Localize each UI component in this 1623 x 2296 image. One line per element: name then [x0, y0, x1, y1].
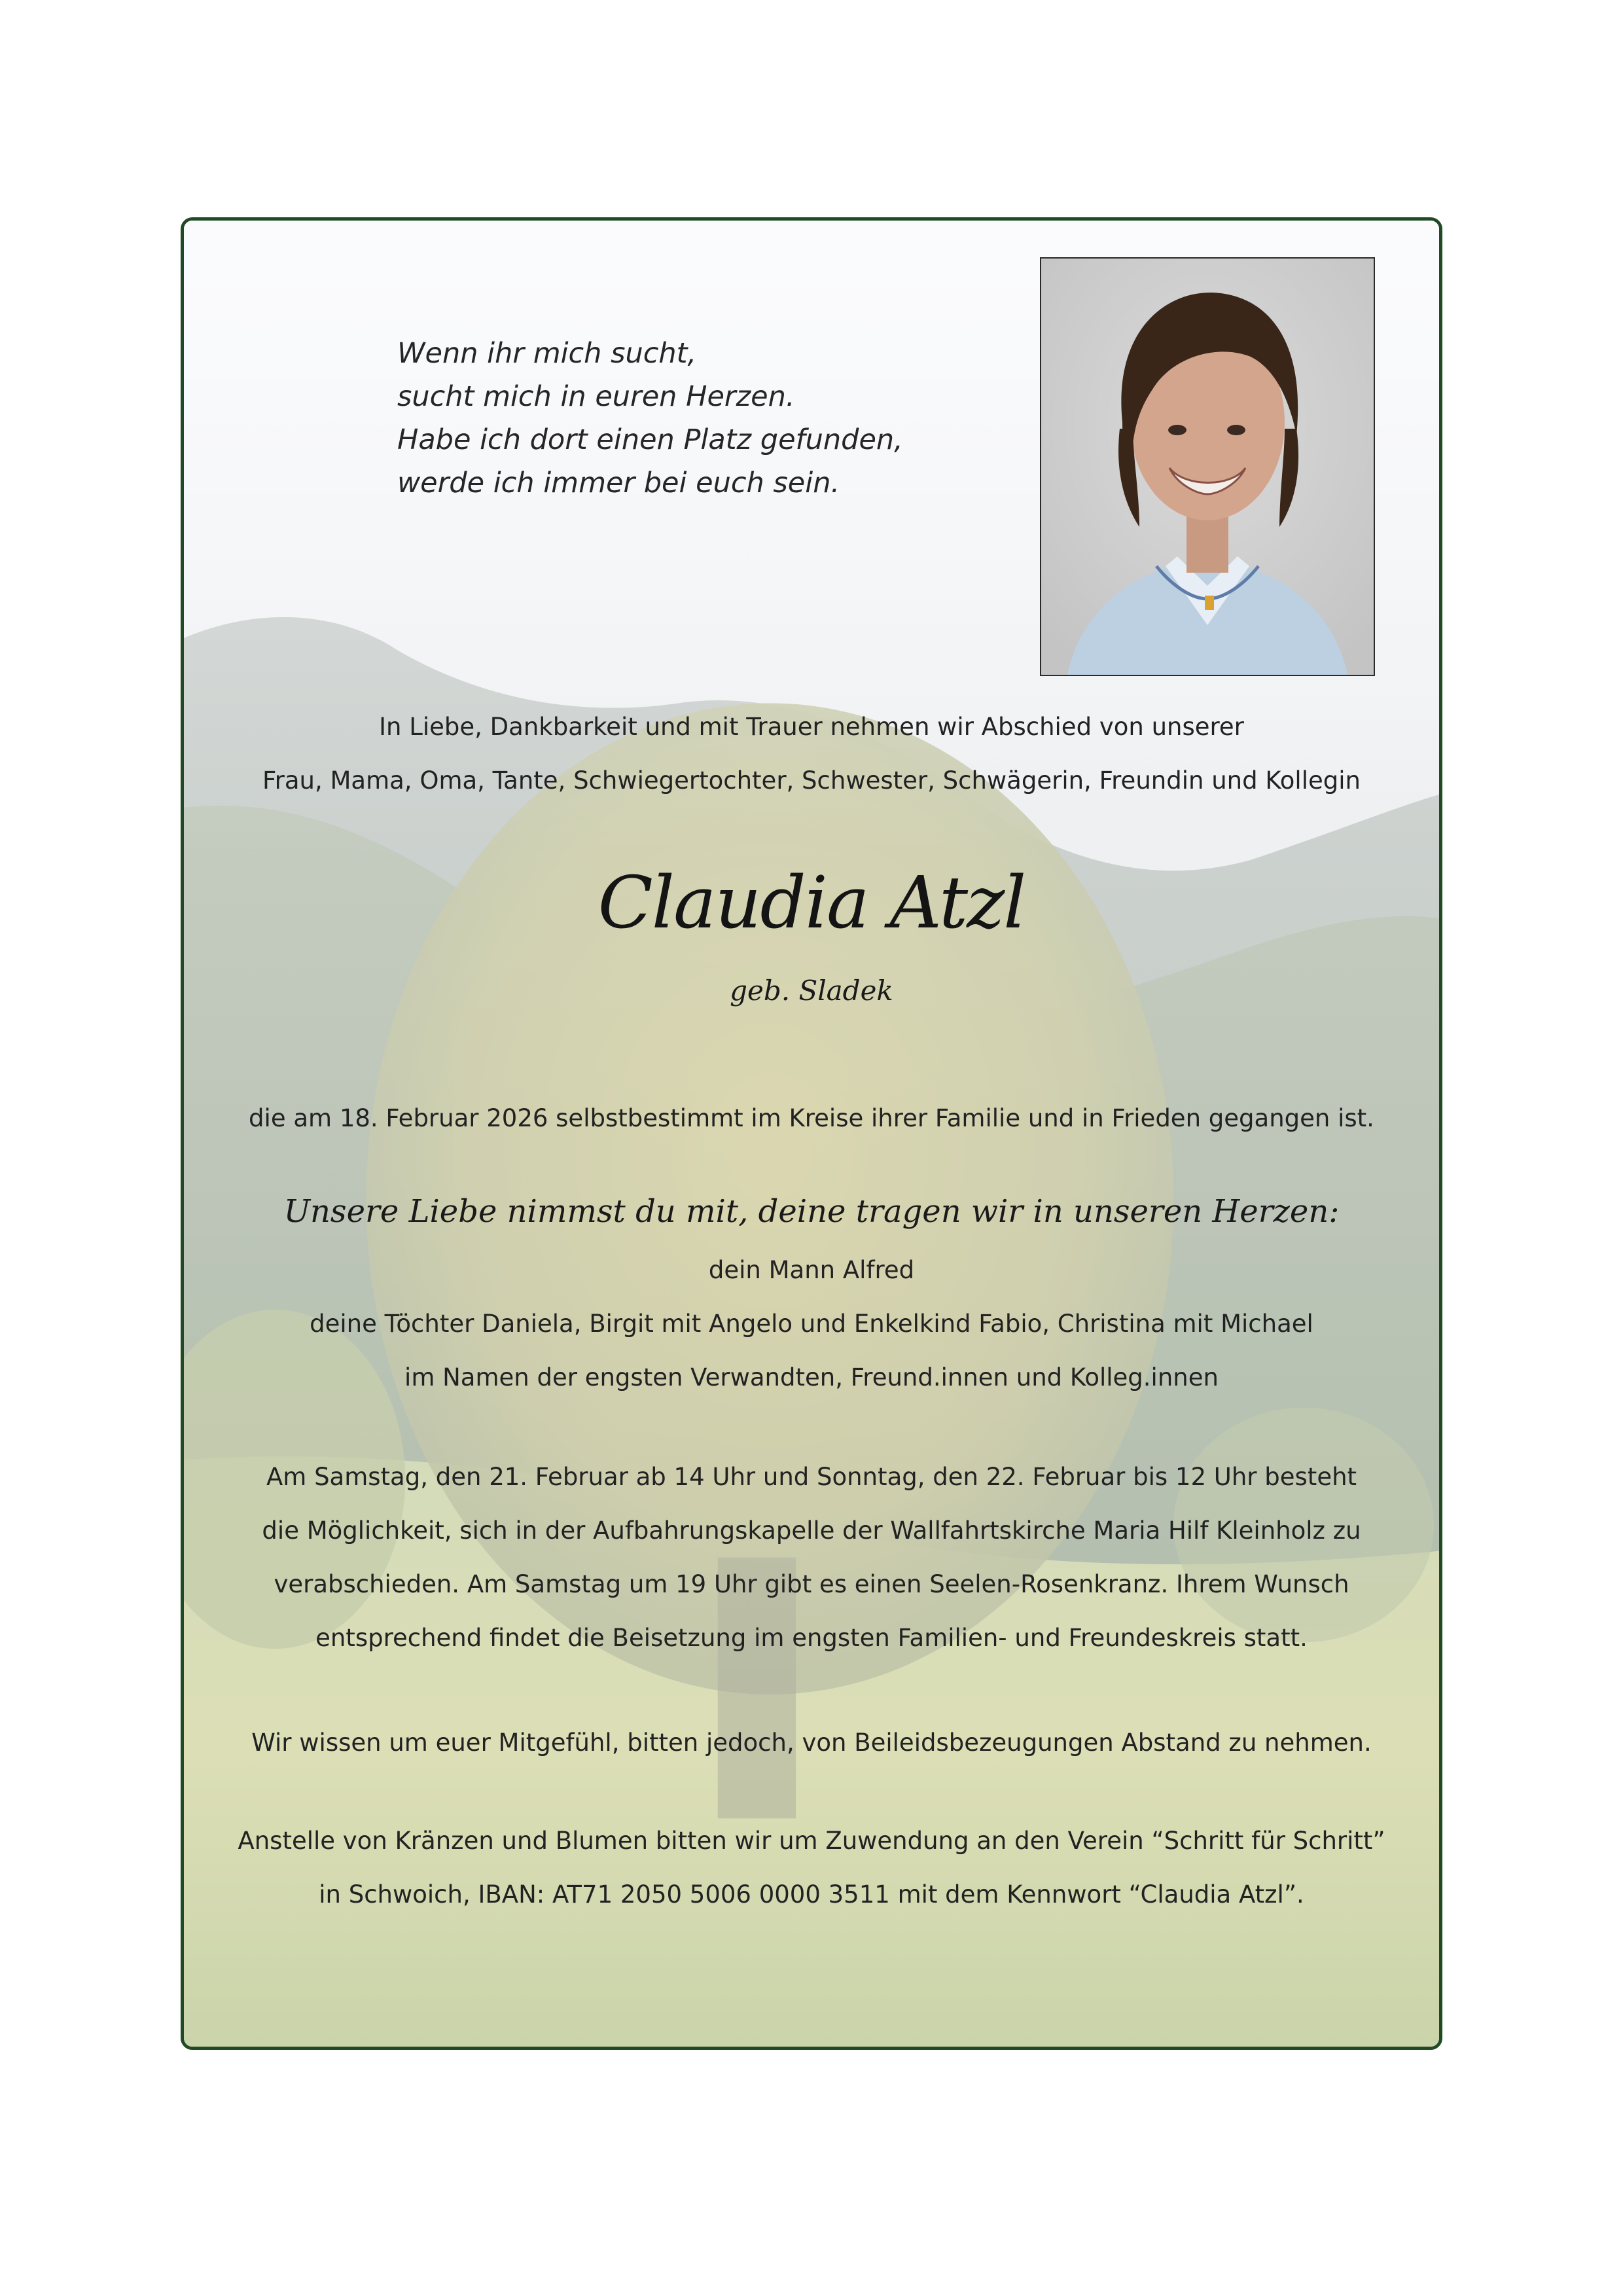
mourner-line: deine Töchter Daniela, Birgit mit Angelo und Enkelkind Fabio, Christina mit Michael — [310, 1310, 1313, 1338]
obituary-card — [181, 217, 1442, 2050]
intro-line: Frau, Mama, Oma, Tante, Schwiegertochter, Schwester, Schwägerin, Freundin und Kollegin — [262, 766, 1361, 795]
birth-name: geb. Sladek — [730, 975, 893, 1007]
intro-line: In Liebe, Dankbarkeit und mit Trauer nehmen wir Abschied von unserer — [379, 713, 1244, 741]
portrait-photo — [1040, 257, 1375, 676]
funeral-info-line: entsprechend findet die Beisetzung im engsten Familien- und Freundeskreis statt. — [315, 1624, 1308, 1652]
mourner-line: dein Mann Alfred — [708, 1256, 915, 1284]
donation-line: Anstelle von Kränzen und Blumen bitten wir um Zuwendung an den Verein “Schritt für Schritt” — [238, 1827, 1385, 1855]
donation-line: in Schwoich, IBAN: AT71 2050 5006 0000 3511 mit dem Kennwort “Claudia Atzl”. — [319, 1880, 1304, 1909]
death-notice: die am 18. Februar 2026 selbstbestimmt im Kreise ihrer Familie und in Frieden gegangen ist. — [249, 1104, 1374, 1132]
mourner-line: im Namen der engsten Verwandten, Freund.innen und Kolleg.innen — [404, 1363, 1219, 1391]
portrait-illustration — [1041, 259, 1374, 675]
funeral-info-line: die Möglichkeit, sich in der Aufbahrungskapelle der Wallfahrtskirche Maria Hilf Kleinholz zu — [262, 1516, 1361, 1545]
memorial-poem — [397, 332, 903, 505]
deceased-name: Claudia Atzl — [597, 861, 1026, 944]
poem-line: Wenn ihr mich sucht, — [397, 337, 697, 370]
poem-line: Habe ich dort einen Platz gefunden, — [397, 423, 903, 456]
condolence-note: Wir wissen um euer Mitgefühl, bitten jedoch, von Beileidsbezeugungen Abstand zu nehmen. — [251, 1729, 1372, 1757]
poem-line: werde ich immer bei euch sein. — [397, 467, 840, 499]
funeral-info-line: verabschieden. Am Samstag um 19 Uhr gibt es einen Seelen-Rosenkranz. Ihrem Wunsch — [274, 1570, 1349, 1598]
funeral-info-line: Am Samstag, den 21. Februar ab 14 Uhr und Sonntag, den 22. Februar bis 12 Uhr besteht — [266, 1463, 1357, 1491]
poem-line: sucht mich in euren Herzen. — [397, 380, 795, 413]
mourners-heading: Unsere Liebe nimmst du mit, deine tragen wir in unseren Herzen: — [283, 1193, 1340, 1230]
